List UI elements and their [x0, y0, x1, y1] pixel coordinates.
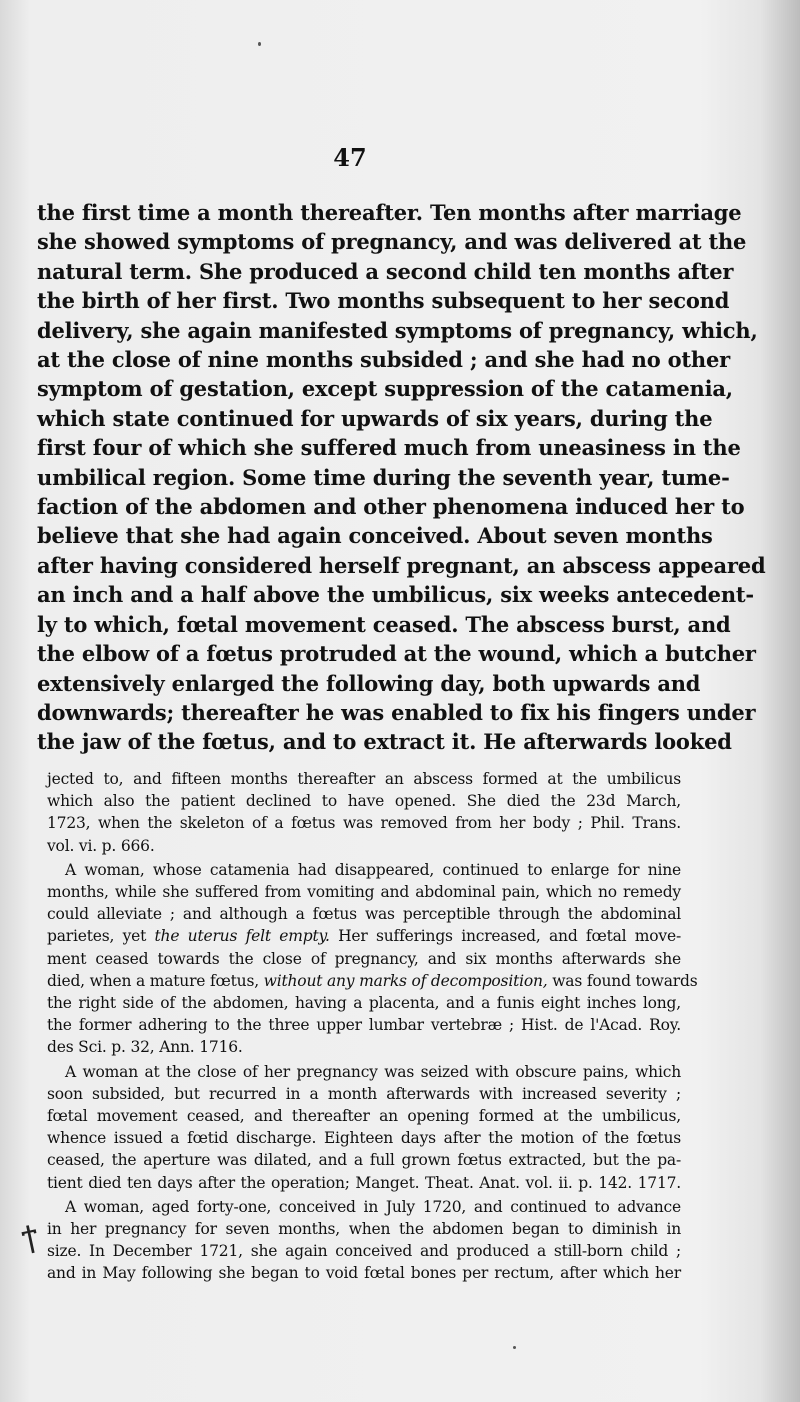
note-line: 1723, when the skeleton of a fœtus was removed from her body ; Phil. Trans. [47, 814, 681, 833]
italic-phrase: without any marks of decomposition, [263, 971, 548, 990]
note-line: A woman at the close of her pregnancy was seized with obscure pains, which [65, 1062, 681, 1081]
text-line: the elbow of a fœtus protruded at the wound, which a butcher [37, 641, 756, 667]
text-line: symptom of gestation, except suppression of the catamenia, [37, 376, 733, 402]
note-line: des Sci. p. 32, Ann. 1716. [47, 1038, 243, 1057]
note-line: size. In December 1721, she again conceived and produced a still-born child ; [47, 1242, 681, 1261]
note-line: jected to, and fifteen months thereafter an abscess formed at the umbilicus [47, 770, 681, 788]
text-line: an inch and a half above the umbilicus, six weeks antecedent- [37, 582, 754, 608]
footnote-block [47, 768, 698, 1285]
handwritten-margin-mark: ϯ [18, 1218, 42, 1257]
note-line: vol. vi. p. 666. [47, 836, 155, 855]
note-line: whence issued a fœtid discharge. Eighteen days after the motion of the fœtus [47, 1129, 681, 1148]
note-text-run: was found towards [547, 971, 698, 990]
note-line: ment ceased towards the close of pregnancy, and six months afterwards she [47, 949, 681, 968]
text-line: downwards; thereafter he was enabled to fix his fingers under [37, 699, 756, 725]
text-line: the jaw of the fœtus, and to extract it. He afterwards looked [37, 729, 732, 755]
note-text-run: parietes, yet [47, 927, 155, 946]
note-line [47, 970, 698, 992]
note-line: the former adhering to the three upper lumbar vertebræ ; Hist. de l'Acad. Roy. [47, 1016, 681, 1035]
note-line: in her pregnancy for seven months, when the abdomen began to diminish in [47, 1220, 681, 1239]
note-line: and in May following she began to void fœtal bones per rectum, after which her [47, 1264, 681, 1283]
text-line: umbilical region. Some time during the seventh year, tume- [37, 464, 730, 490]
note-line: tient died ten days after the operation; Manget. Theat. Anat. vol. ii. p. 142. 1717. [47, 1173, 681, 1192]
text-line: natural term. She produced a second child ten months after [37, 258, 734, 284]
text-line: the first time a month thereafter. Ten months after marriage [37, 200, 742, 225]
text-line: first four of which she suffered much from uneasiness in the [37, 435, 741, 461]
text-line: after having considered herself pregnant, an abscess appeared [37, 552, 766, 578]
text-line: the birth of her first. Two months subsequent to her second [37, 288, 730, 314]
note-line: soon subsided, but recurred in a month afterwards with increased severity ; [47, 1084, 681, 1103]
note-line: could alleviate ; and although a fœtus was perceptible through the abdominal [47, 905, 681, 924]
text-line: she showed symptoms of pregnancy, and was delivered at the [37, 229, 747, 255]
text-line: delivery, she again manifested symptoms of pregnancy, which, [37, 317, 758, 343]
note-line: months, while she suffered from vomiting and abdominal pain, which no remedy [47, 883, 681, 902]
text-line: ly to which, fœtal movement ceased. The abscess burst, and [37, 611, 731, 637]
italic-phrase: the uterus felt empty. [154, 927, 330, 946]
note-line: A woman, aged forty-one, conceived in July 1720, and continued to advance [65, 1197, 681, 1216]
main-text-block [37, 198, 766, 757]
note-line: ceased, the aperture was dilated, and a full grown fœtus extracted, but the pa- [47, 1151, 681, 1170]
text-line: at the close of nine months subsided ; and she had no other [37, 347, 731, 373]
note-text-run: Her sufferings increased, and fœtal move- [329, 927, 681, 946]
text-line: faction of the abdomen and other phenomena induced her to [37, 494, 745, 520]
note-line: A woman, whose catamenia had disappeared, continued to enlarge for nine [65, 860, 681, 879]
text-line: which state continued for upwards of six years, during the [37, 405, 713, 431]
note-line: which also the patient declined to have opened. She died the 23d March, [47, 792, 681, 811]
ink-speck [513, 1346, 516, 1349]
note-line: fœtal movement ceased, and thereafter an opening formed at the umbilicus, [47, 1107, 681, 1126]
note-line: the right side of the abdomen, having a placenta, and a funis eight inches long, [47, 994, 681, 1013]
text-line: believe that she had again conceived. About seven months [37, 523, 713, 549]
note-text-run: died, when a mature fœtus, [47, 971, 264, 990]
page-number: 47 [333, 143, 367, 172]
text-line: extensively enlarged the following day, both upwards and [37, 670, 701, 696]
ink-speck [258, 42, 261, 46]
note-line [47, 925, 681, 947]
